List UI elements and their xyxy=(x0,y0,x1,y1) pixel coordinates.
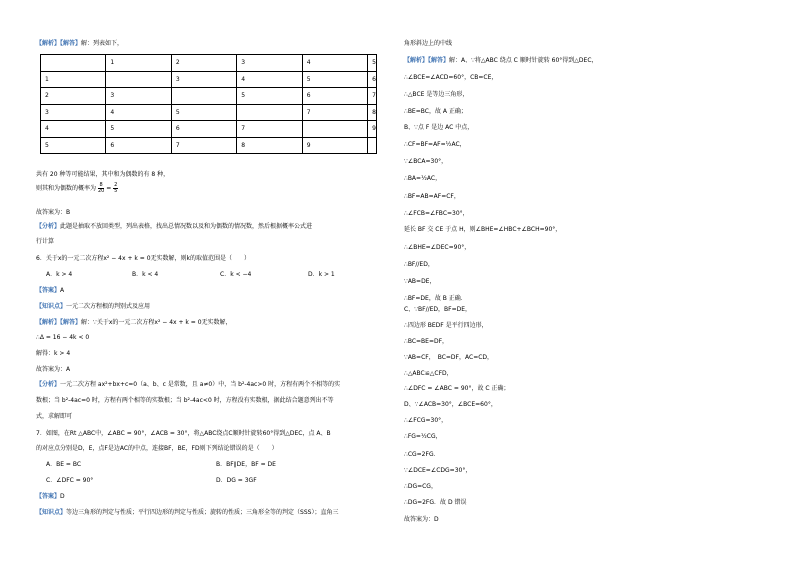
solution-line: ∴△ABC≌△CFD， xyxy=(404,370,453,377)
analysis-tag: 【解析】【解答】 xyxy=(404,57,450,64)
table-cell: 4 xyxy=(237,71,302,88)
solution-line: ∴CG=2FG． xyxy=(404,451,440,458)
table-cell: 3 xyxy=(106,88,171,105)
q6-option-a: A．k > 4 xyxy=(46,271,73,278)
question-6: 6．关于x的一元二次方程x² − 4x + k = 0无实数解，则k的取值范围是（ ） xyxy=(36,255,250,262)
solution-line: 【解析】【解答】解：A、∵将△ABC 绕点 C 顺时针旋转 60°得到△DEC， xyxy=(404,57,598,64)
fraction-2-5 xyxy=(113,183,118,194)
table-cell: 6 xyxy=(368,71,377,88)
analysis-intro-line xyxy=(36,40,123,47)
q7-option-d: D．DG = 3GF xyxy=(216,477,257,484)
table-row xyxy=(41,55,377,72)
fraction-numerator: 2 xyxy=(114,182,118,188)
solution-line: ∴四边形 BEDF 是平行四边形， xyxy=(404,322,488,329)
table-cell: 5 xyxy=(302,71,367,88)
question-7-line-2: 的对应点分别是D，E，点F是边AC的中点，连接BF，BE，FD则下列结论错误的是（ ） xyxy=(36,445,278,452)
analysis-text: 此题是抽取不放回类型，列出表格，找出总情况数以及和为偶数的情况数，然后根据概率公式进 xyxy=(60,223,313,230)
table-cell xyxy=(41,55,106,72)
solution-line: ∴BF//ED， xyxy=(404,261,434,268)
knowledge-tag: 【知识点】 xyxy=(36,509,67,516)
solution-line: ∴BA=½AC， xyxy=(404,175,442,182)
table-cell: 5 xyxy=(41,137,106,154)
q7-knowledge: 等边三角形的判定与性质；平行四边形的判定与性质；旋转的性质；三角形全等的判定（SSS）；直角三 xyxy=(66,509,339,516)
probability-prefix: 则其和为偶数的概率为 xyxy=(36,185,97,192)
solution-line: ∴∠BCE=∠ACD=60°，CB=CE， xyxy=(404,74,498,81)
table-row xyxy=(41,71,377,88)
table-cell: 5 xyxy=(368,55,377,72)
probability-line xyxy=(36,183,118,194)
table-cell: 3 xyxy=(237,55,302,72)
solution-line: 延长 BF 交 CE 于点 H，则∠BHE=∠HBC+∠BCH=90°， xyxy=(404,226,562,233)
table-cell xyxy=(237,104,302,121)
q6-analysis-line-1 xyxy=(36,381,340,388)
table-cell: 7 xyxy=(171,137,236,154)
q6-analysis-1: 一元二次方程 ax²+bx+c=0（a、b、c 是常数，且 a≠0）中，当 b²-4ac>0 时，方程有两个不相等的实 xyxy=(60,381,341,388)
table-cell: 3 xyxy=(41,104,106,121)
table-cell: 6 xyxy=(302,88,367,105)
table-cell: 7 xyxy=(302,104,367,121)
solution-line: C、∵BF//ED，BF=DE， xyxy=(404,306,472,313)
knowledge-tag: 【知识点】 xyxy=(36,303,67,310)
solution-tag: 【解答】 xyxy=(60,319,82,326)
table-row xyxy=(41,137,377,154)
equals-sign: = xyxy=(104,185,114,192)
solution-line: ∴BC=BE=DF， xyxy=(404,338,449,345)
table-cell: 9 xyxy=(302,137,367,154)
solution-line: ∴∠FCG=30°， xyxy=(404,417,448,424)
table-cell: 8 xyxy=(368,104,377,121)
q6-knowledge-line xyxy=(36,303,150,310)
table-cell: 4 xyxy=(106,104,171,121)
q6-delta: ∴Δ = 16 − 4k < 0 xyxy=(36,334,90,341)
total-outcomes-line: 共有 20 种等可能结果，其中和为偶数的有 8 种， xyxy=(36,171,170,178)
analysis-line-1 xyxy=(36,223,312,230)
question-7-line-1: 7．如图，在Rt △ABC中，∠ABC = 90°，∠ACB = 30°，将△ABC绕点C顺时针旋转60°得到△DEC，点 A、B xyxy=(36,430,331,437)
table-cell: 7 xyxy=(237,121,302,138)
answer-line: 故答案为：B xyxy=(36,209,71,216)
solution-line: ∴∠DFC = ∠ABC = 90°，故 C 正确； xyxy=(404,385,510,392)
solution-line: ∴DG=CG， xyxy=(404,483,437,490)
table-cell: 6 xyxy=(106,137,171,154)
q6-solve: 解得：k > 4 xyxy=(36,350,71,357)
table-cell: 9 xyxy=(368,121,377,138)
table-cell: 5 xyxy=(171,104,236,121)
table-cell: 8 xyxy=(237,137,302,154)
table-cell xyxy=(302,121,367,138)
fraction-denominator: 5 xyxy=(114,188,118,194)
q6-option-c: C．k < −4 xyxy=(220,271,252,278)
solution-line: 角形斜边上的中线 xyxy=(404,40,453,47)
q7-option-b: B．BF∥DE，BF = DE xyxy=(216,461,276,468)
q6-answer-line xyxy=(36,287,64,294)
table-cell: 1 xyxy=(106,55,171,72)
fraction-denominator: 20 xyxy=(97,188,105,194)
table-cell: 2 xyxy=(41,88,106,105)
table-cell xyxy=(106,71,171,88)
analysis-tag: 【分析】 xyxy=(36,381,61,388)
q6-final: 故答案为：A xyxy=(36,366,71,373)
q7-option-c: C．∠DFC = 90° xyxy=(46,477,94,484)
table-cell: 4 xyxy=(302,55,367,72)
analysis-line-2: 行计算 xyxy=(36,238,55,245)
table-row xyxy=(41,104,377,121)
solution-line: ∴CF=BF=AF=½AC， xyxy=(404,141,466,148)
solution-line: ∴BE=BC，故 A 正确； xyxy=(404,108,467,115)
solution-line: ∵∠DCE=∠CDG=30°， xyxy=(404,467,472,474)
table-row xyxy=(41,121,377,138)
table-cell: 7 xyxy=(368,88,377,105)
q7-knowledge-line xyxy=(36,509,338,516)
table-cell: 2 xyxy=(171,55,236,72)
q6-option-d: D．k > 1 xyxy=(308,271,335,278)
table-cell: 1 xyxy=(41,71,106,88)
table-cell: 6 xyxy=(171,121,236,138)
analysis-tag: 【分析】 xyxy=(36,223,61,230)
q6-solution-line xyxy=(36,319,232,326)
analysis-tag: 【解析】 xyxy=(36,40,61,47)
sum-table xyxy=(40,54,377,154)
solution-line: ∴∠BHE=∠DEC=90°， xyxy=(404,244,471,251)
q6-knowledge: 一元二次方程根的判别式及应用 xyxy=(66,303,151,310)
solution-tag: 【解答】 xyxy=(60,40,82,47)
q7-option-a: A．BE = BC xyxy=(46,461,82,468)
solution-line: D、∵∠ACB=30°，∠BCE=60°， xyxy=(404,401,497,408)
solution-line: ∴∠FCB=∠FBC=30°， xyxy=(404,210,469,217)
analysis-intro-text: 解：列表如下， xyxy=(81,40,124,47)
fraction-numerator: 8 xyxy=(99,182,103,188)
solution-line: 故答案为：D xyxy=(404,516,439,523)
solution-line: ∴△BCE 是等边三角形， xyxy=(404,91,469,98)
table-cell: 4 xyxy=(41,121,106,138)
solution-line: ∵∠BCA=30°， xyxy=(404,158,448,165)
table-cell: 5 xyxy=(106,121,171,138)
solution-line: ∴BF=DE，故 B 正确． xyxy=(404,295,467,302)
solution-line: ∴BF=AB=AF=CF， xyxy=(404,193,460,200)
answer-tag: 【答案】 xyxy=(36,287,61,294)
q6-analysis-line-2: 数根；当 b²-4ac=0 时，方程有两个相等的实数根；当 b²-4ac<0 时，方程没有实数根，据此结合题意列出不等 xyxy=(36,397,334,404)
table-row xyxy=(41,88,377,105)
solution-line: ∵AB=CF， BC=DF，AC=CD， xyxy=(404,354,494,361)
analysis-tag: 【解析】 xyxy=(36,319,61,326)
q6-solution-text: 解：∵关于x的一元二次方程x² − 4x + k = 0无实数解， xyxy=(81,319,232,326)
solution-line: ∴DG=2FG．故 D 错误 xyxy=(404,499,467,506)
table-cell: 5 xyxy=(237,88,302,105)
solution-line: ∴FG=½CG， xyxy=(404,433,442,440)
q7-answer: D xyxy=(60,493,65,500)
table-cell xyxy=(171,88,236,105)
solution-line: ∵AB=DE， xyxy=(404,278,436,285)
solution-line: B、∵点 F 是边 AC 中点， xyxy=(404,124,474,131)
q6-option-b: B．k < 4 xyxy=(132,271,159,278)
table-cell: 3 xyxy=(171,71,236,88)
table-cell xyxy=(368,137,377,154)
answer-tag: 【答案】 xyxy=(36,493,61,500)
q7-answer-line xyxy=(36,493,65,500)
q6-answer: A xyxy=(60,287,65,294)
q6-analysis-line-3: 式，求解即可 xyxy=(36,413,73,420)
